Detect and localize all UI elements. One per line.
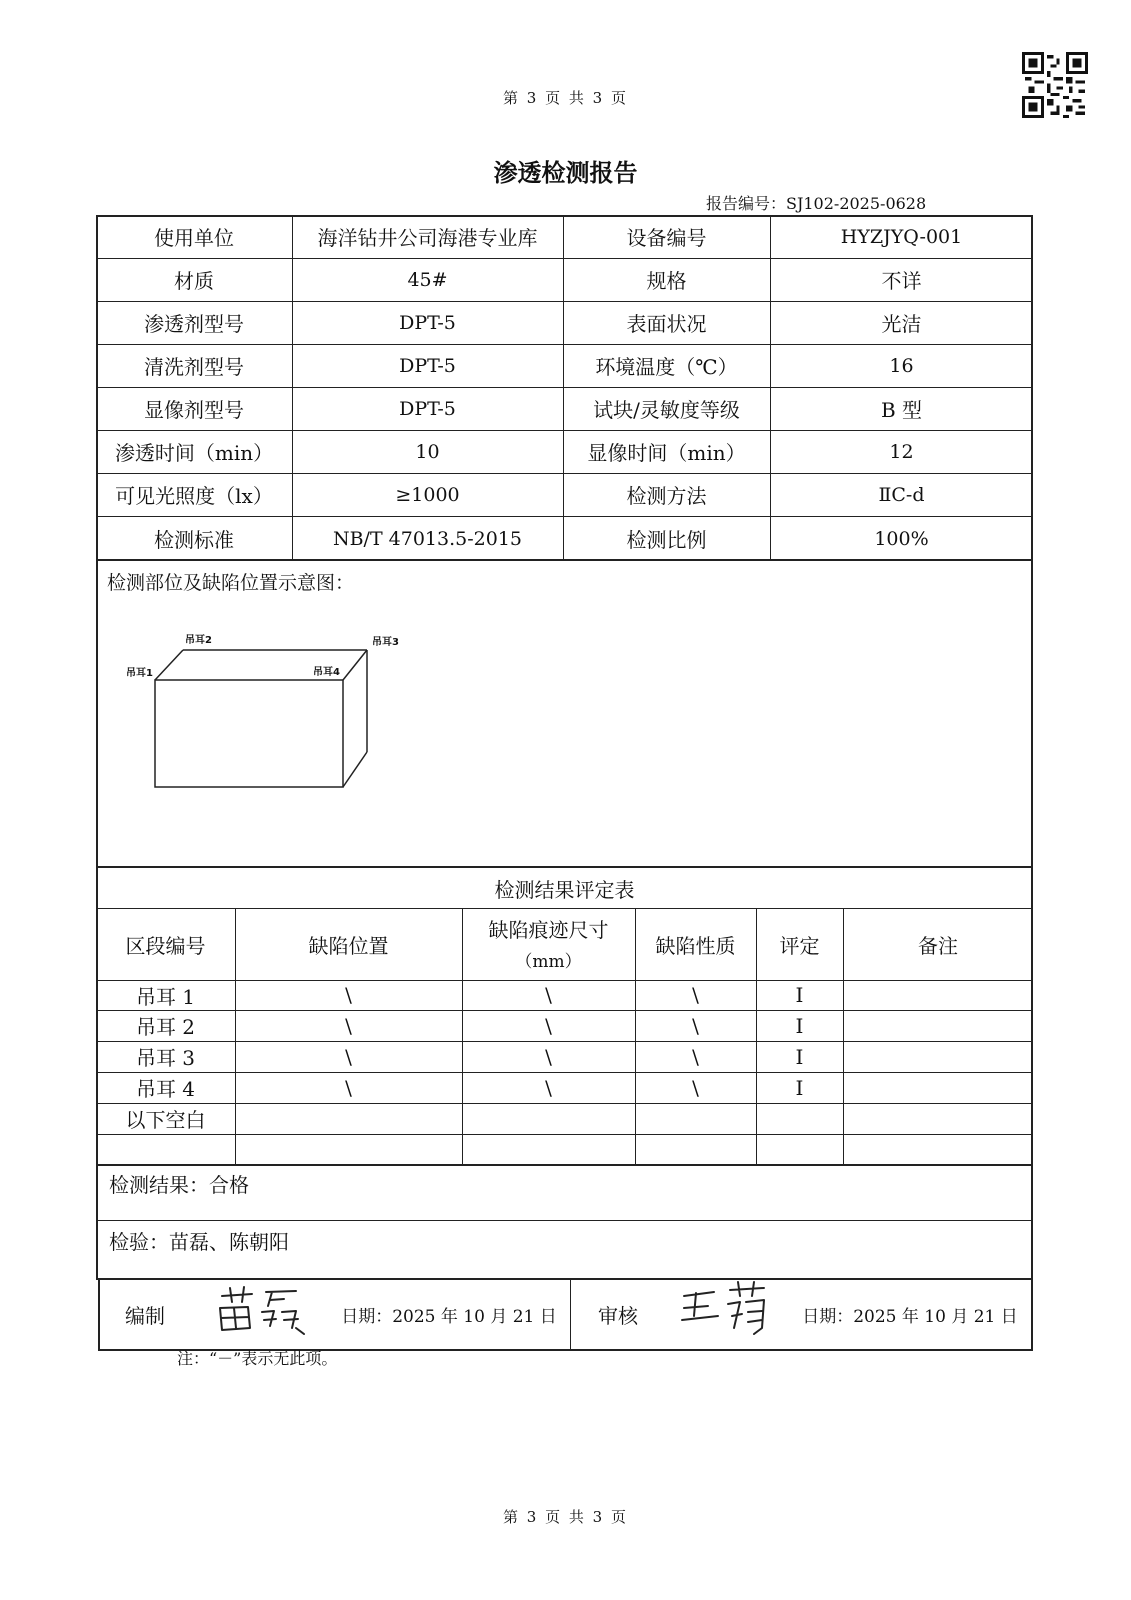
value-cleaner-model: DPT-5 [399, 354, 456, 377]
report-number: 报告编号：SJ102-2025-0628 [706, 194, 927, 213]
inspectors: 检验：苗磊、陈朝阳 [109, 1229, 289, 1254]
label-cleaner-model: 清洗剂型号 [144, 355, 244, 379]
label-development-time: 显像时间（min） [587, 441, 746, 465]
diagram-caption: 检测部位及缺陷位置示意图： [107, 571, 355, 594]
report-title: 渗透检测报告 [493, 159, 638, 187]
table-row-lug-3-size: \ [545, 1044, 552, 1069]
diagram-label-lug-1: 吊耳1 [126, 668, 153, 679]
header-defect-nature: 缺陷性质 [655, 933, 736, 958]
header-defect-size: 缺陷痕迹尺寸 [488, 917, 609, 942]
table-row-blank-marker: 以下空白 [125, 1108, 206, 1132]
label-penetrant-model: 渗透剂型号 [144, 312, 244, 336]
label-test-block-sensitivity: 试块/灵敏度等级 [593, 398, 740, 422]
label-material: 材质 [174, 269, 214, 293]
value-equipment-no: HYZJYQ-001 [840, 225, 963, 248]
table-row-lug-4-location: \ [345, 1075, 352, 1100]
value-test-standard: NB/T 47013.5-2015 [332, 527, 523, 550]
table-row-lug-3-nature: \ [692, 1044, 699, 1069]
value-using-unit: 海洋钻井公司海港专业库 [317, 226, 538, 250]
header-section-no: 区段编号 [125, 933, 206, 958]
label-equipment-no: 设备编号 [626, 226, 707, 250]
table-row-lug-2-section: 吊耳 2 [135, 1015, 196, 1039]
value-test-method: ⅡC-d [878, 483, 925, 506]
label-test-method: 检测方法 [626, 484, 707, 508]
header-evaluation: 评定 [779, 933, 820, 958]
table-row-lug-3-section: 吊耳 3 [135, 1046, 196, 1070]
table-row-lug-1-evaluation: I [795, 983, 804, 1007]
label-spec: 规格 [646, 269, 687, 293]
review-label: 审核 [598, 1303, 638, 1328]
header-remarks: 备注 [918, 933, 958, 958]
label-developer-model: 显像剂型号 [144, 398, 244, 422]
label-surface-condition: 表面状况 [626, 312, 707, 336]
table-row-lug-1-nature: \ [692, 983, 699, 1007]
prepared-date: 日期：2025 年 10 月 21 日 [341, 1306, 557, 1327]
table-row-lug-4-size: \ [545, 1075, 552, 1100]
value-penetration-time: 10 [415, 440, 440, 463]
review-date: 日期：2025 年 10 月 21 日 [802, 1306, 1018, 1327]
results-table-title: 检测结果评定表 [494, 877, 635, 902]
value-surface-condition: 光洁 [881, 312, 922, 336]
footer-page-indicator: 第 3 页 共 3 页 [503, 1508, 628, 1526]
label-penetration-time: 渗透时间（min） [114, 441, 274, 465]
table-row-lug-3-location: \ [345, 1044, 352, 1069]
header-defect-size-unit: （mm） [515, 951, 582, 972]
test-conclusion: 检测结果：合格 [109, 1172, 249, 1197]
table-row-lug-2-evaluation: I [795, 1013, 804, 1038]
diagram-label-lug-2: 吊耳2 [185, 635, 212, 646]
prepared-label: 编制 [125, 1303, 165, 1328]
header-defect-location: 缺陷位置 [308, 933, 389, 958]
table-row-lug-3-evaluation: I [795, 1044, 804, 1069]
preparer-signature-icon [212, 1282, 312, 1338]
table-row-lug-4-evaluation: I [795, 1075, 804, 1100]
table-row-lug-4-section: 吊耳 4 [135, 1077, 196, 1101]
label-using-unit: 使用单位 [154, 226, 234, 250]
diagram-label-lug-4: 吊耳4 [313, 667, 340, 678]
table-row-lug-4-nature: \ [692, 1075, 699, 1100]
value-test-ratio: 100% [874, 527, 929, 550]
table-row-lug-2-nature: \ [692, 1013, 699, 1038]
table-row-lug-2-size: \ [545, 1013, 552, 1038]
diagram-label-lug-3: 吊耳3 [372, 637, 399, 648]
footnote: 注：“－”表示无此项。 [177, 1349, 338, 1368]
label-ambient-temp: 环境温度（℃） [595, 355, 738, 379]
table-row-lug-1-section: 吊耳 1 [135, 984, 196, 1009]
value-test-block-sensitivity: B 型 [880, 398, 923, 422]
value-development-time: 12 [889, 440, 914, 463]
label-test-ratio: 检测比例 [626, 528, 707, 552]
label-illuminance: 可见光照度（lx） [115, 484, 273, 508]
value-penetrant-model: DPT-5 [399, 311, 456, 334]
label-test-standard: 检测标准 [154, 528, 234, 552]
table-row-lug-1-location: \ [345, 983, 352, 1007]
value-illuminance: ≥1000 [395, 483, 460, 506]
table-row-lug-1-size: \ [545, 983, 552, 1007]
value-material: 45# [407, 268, 448, 291]
value-ambient-temp: 16 [889, 354, 914, 377]
qr-code-icon [1022, 52, 1088, 118]
value-developer-model: DPT-5 [399, 397, 456, 420]
value-spec: 不详 [881, 269, 922, 293]
header-page-indicator: 第 3 页 共 3 页 [503, 89, 628, 107]
table-row-lug-2-location: \ [345, 1013, 352, 1038]
reviewer-signature-icon [680, 1278, 780, 1344]
